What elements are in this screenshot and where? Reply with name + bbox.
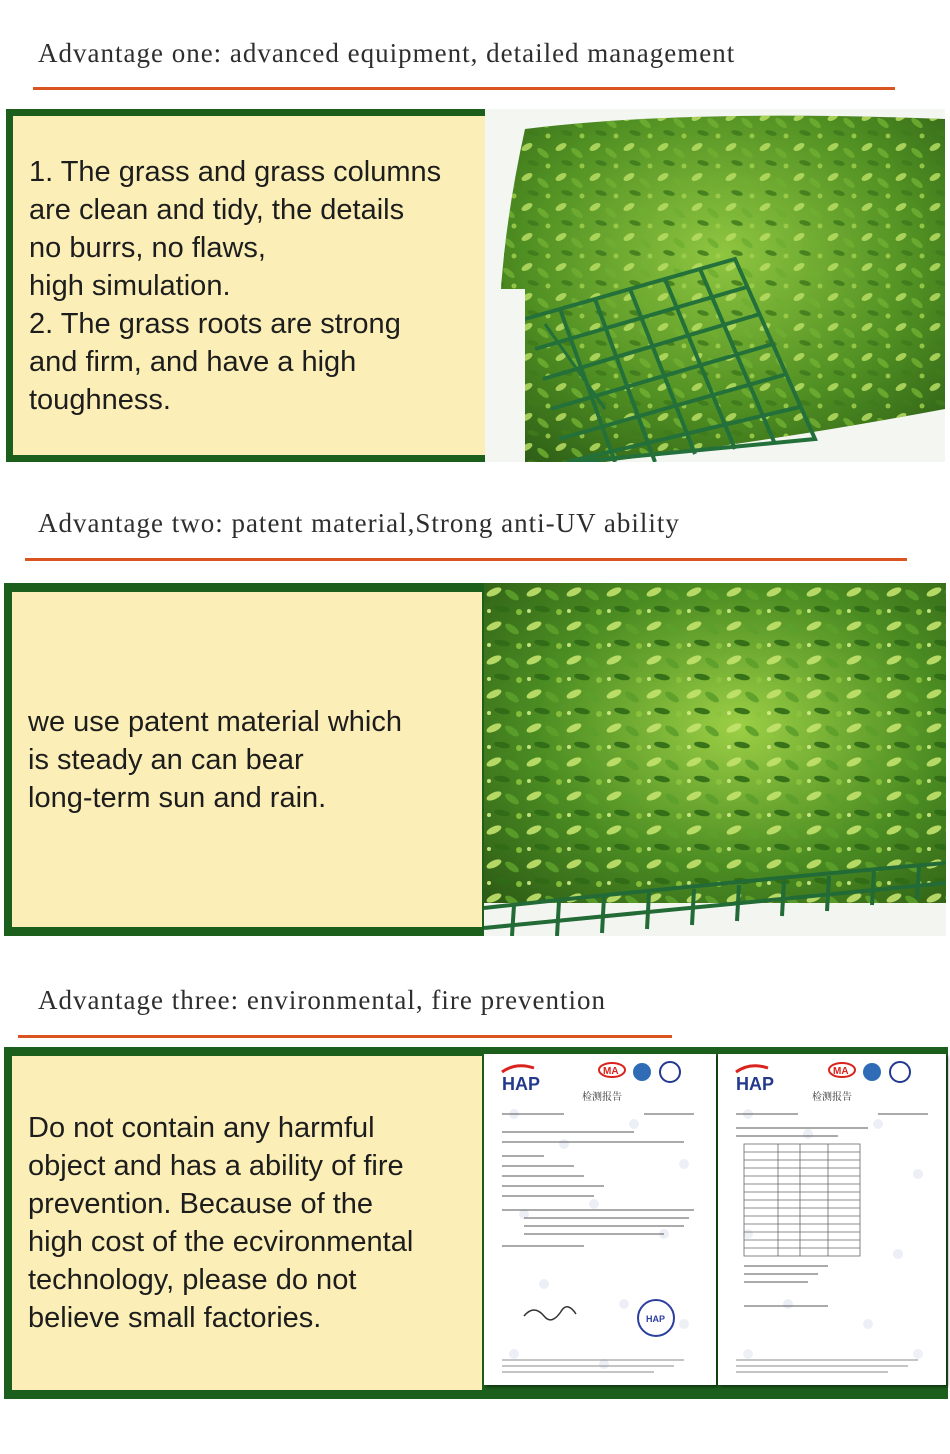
test-report-certificate-2 [718, 1054, 946, 1385]
test-report-certificate-1 [484, 1054, 716, 1385]
section-1-divider [33, 87, 895, 90]
section-2-divider [25, 558, 907, 561]
section-3-body: Do not contain any harmful object and has a ability of fire prevention. Because of the high cost of the ecvironmental technology, please do not believe small factories. [28, 1112, 414, 1334]
section-1-body: 1. The grass and grass columns are clean and tidy, the details no burrs, no flaws, high simulation. 2. The grass roots are strong and firm, and have a high toughness. [29, 155, 442, 416]
section-1-panel [6, 109, 945, 462]
ma-mark-1: MA [603, 1066, 619, 1077]
section-2-text-box [12, 592, 482, 927]
section-3-text-box [12, 1056, 482, 1390]
section-3-panel [4, 1047, 948, 1399]
certificate-1-title: 检测报告 [582, 1092, 622, 1103]
section-1-heading: Advantage one: advanced equipment, detailed management [38, 38, 736, 68]
section-1-text-box [13, 116, 485, 455]
section-3-heading: Advantage three: environmental, fire prevention [38, 985, 607, 1015]
foliage-panel-photo [484, 583, 946, 936]
section-2-heading: Advantage two: patent material,Strong anti-UV ability [38, 508, 680, 538]
section-2-panel [4, 583, 946, 936]
ma-mark-2: MA [833, 1066, 849, 1077]
hap-logo-1: HAP [502, 1074, 541, 1094]
certificate-2-title: 检测报告 [812, 1092, 852, 1103]
section-3-divider [18, 1035, 672, 1038]
grass-grid-photo [485, 109, 945, 462]
hap-logo-2: HAP [736, 1074, 775, 1094]
svg-text:HAP: HAP [646, 1314, 666, 1324]
section-2-body: we use patent material which is steady an can bear long-term sun and rain. [28, 705, 402, 814]
